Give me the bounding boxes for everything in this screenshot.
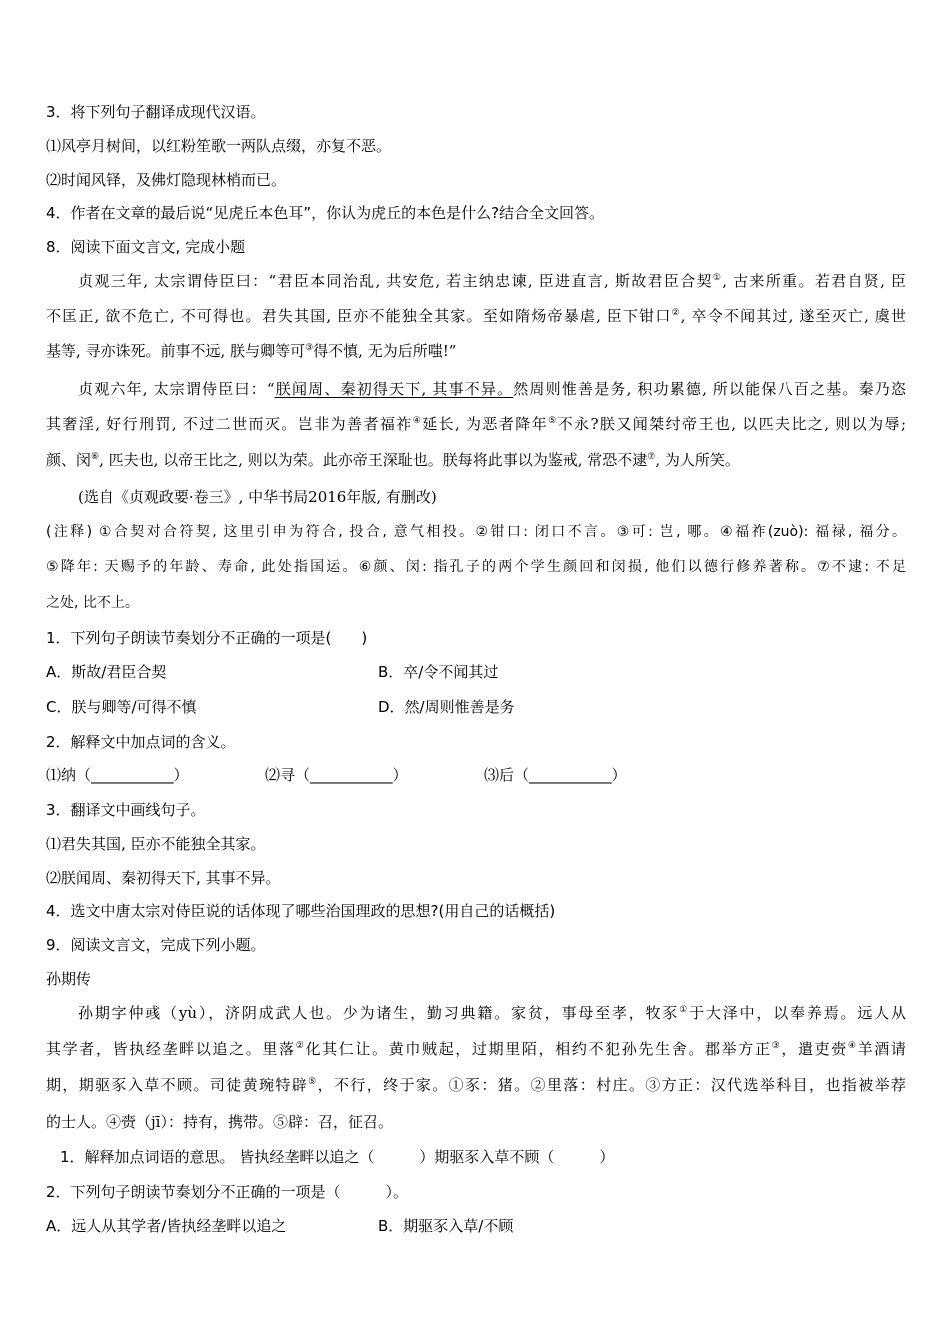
option-c: C．朕与卿等/可得不慎: [46, 698, 197, 716]
passage-para2-line3: 颜、闵⑥, 匹夫也, 以帝王比之, 则以为荣。此亦帝王深耻也。朕每将此事以为鉴戒, 常恐不逮⑦, 为人所笑。: [46, 451, 740, 469]
section-8-title: 8．阅读下面文言文, 完成小题: [46, 238, 246, 256]
s9-passage-line3: 期，期驱豕入草不顾。司徒黄琬特辟⑤，不行，终于家。①豕：猪。②里落：村庄。③方正：汉代选举科目，也指被举荐: [46, 1076, 906, 1094]
s9-passage-line4: 的士人。④赍（jī）：持有，携带。⑤辟：召，征召。: [46, 1113, 393, 1131]
s8-question-2: 2．解释文中加点词的含义。: [46, 733, 236, 751]
s8-q1-options-row2: [46, 696, 906, 718]
notes-line2: ⑤降年: 天赐予的年龄、寿命, 此处指国运。⑥颜、闵: 指孔子的两个学生颜回和闵损, 他们以德行修养著称。⑦不逮: 不足: [46, 559, 906, 575]
s8-question-1: 1．下列句子朗读节奏划分不正确的一项是( ): [46, 629, 368, 647]
s8-q3-item-2: ⑵朕闻周、秦初得天下, 其事不异。: [46, 869, 281, 887]
s8-q1-options-row1: [46, 661, 906, 683]
s9-question-2: 2．下列句子朗读节奏划分不正确的一项是（ ）。: [46, 1183, 409, 1201]
passage-para2-line1: 贞观六年, 太宗谓侍臣曰：“朕闻周、秦初得天下, 其事不异。然周则惟善是务, 积功累德, 所以能保八百之基。秦乃恣: [78, 380, 906, 398]
question-3-item-2: ⑵时闻风铎，及佛灯隐现林梢而已。: [46, 171, 287, 189]
s8-question-4: 4．选文中唐太宗对侍臣说的话体现了哪些治国理政的思想?(用自己的话概括): [46, 902, 556, 920]
s8-q3-item-1: ⑴君失其国, 臣亦不能独全其家。: [46, 835, 266, 853]
blank-1: ⑴纳（___________）: [46, 766, 189, 784]
option-d: D．然/周则惟善是务: [378, 698, 515, 716]
underlined-sentence: 朕闻周、秦初得天下, 其事不异。: [274, 380, 514, 398]
passage-para1-line3: 基等, 寻亦诛死。前事不远, 朕与卿等可③得不慎, 无为后所嗤!”: [46, 342, 457, 360]
question-4: 4．作者在文章的最后说“见虎丘本色耳”，你认为虎丘的本色是什么?结合全文回答。: [46, 204, 605, 222]
question-3-item-1: ⑴风亭月树间，以红粉笙歌一两队点缀，亦复不恶。: [46, 137, 392, 155]
option-b: B．期驱豕入草/不顾: [378, 1217, 514, 1235]
option-a: A．远人从其学者/皆执经垄畔以追之: [46, 1217, 287, 1235]
passage-source: (选自《贞观政要·卷三》, 中华书局2016年版, 有删改): [78, 488, 437, 506]
option-a: A．斯故/君臣合契: [46, 663, 167, 681]
blank-3: ⑶后（___________）: [484, 766, 627, 784]
s9-passage-line2: 其学者，皆执经垄畔以追之。里落②化其仁让。黄巾贼起，过期里陌，相约不犯孙先生舍。郡举方正③，遣吏赍④羊酒请: [46, 1040, 906, 1058]
passage-para1-line1: 贞观三年, 太宗谓侍臣曰：“君臣本同治乱, 共安危, 若主纳忠谏, 臣进直言, 斯故君臣合契①, 古来所重。若君自贤, 臣: [78, 272, 906, 290]
s9-q2-options-row1: [46, 1215, 906, 1237]
s9-question-1: 1．解释加点词语的意思。 皆执经垄畔以追之（ ）期驱豕入草不顾（ ）: [60, 1148, 615, 1166]
option-b: B．卒/令不闻其过: [378, 663, 499, 681]
question-3-heading: 3．将下列句子翻译成现代汉语。: [46, 103, 266, 121]
s9-passage-line1: 孙期字仲彧（yù），济阴成武人也。少为诸生，勤习典籍。家贫，事母至孝，牧豕①于大泽中，以奉养焉。远人从: [78, 1004, 906, 1022]
blank-2: ⑵寻（___________）: [265, 766, 408, 784]
passage-para2-line2: 其奢淫, 好行刑罚, 不过二世而灭。岂非为善者福祚④延长, 为恶者降年⑤不永?朕又闻桀纣帝王也, 以匹夫比之, 则以为辱;: [46, 415, 906, 433]
s8-q2-blanks: [46, 764, 906, 786]
section-9-heading: 孙期传: [46, 970, 92, 988]
notes-line1: (注释) ①合契对合符契, 这里引申为符合, 投合, 意气相投。②钳口: 闭口不言。③可: 岂, 哪。④福祚(zuò): 福禄, 福分。: [46, 524, 906, 540]
passage-para1-line2: 不匡正, 欲不危亡, 不可得也。君失其国, 臣亦不能独全其家。至如隋炀帝暴虐, 臣下钳口②, 卒令不闻其过, 遂至灭亡, 虞世: [46, 307, 906, 325]
notes-line3: 之处, 比不上。: [46, 595, 139, 611]
s8-question-3: 3．翻译文中画线句子。: [46, 801, 206, 819]
section-9-title: 9．阅读文言文，完成下列小题。: [46, 936, 266, 954]
